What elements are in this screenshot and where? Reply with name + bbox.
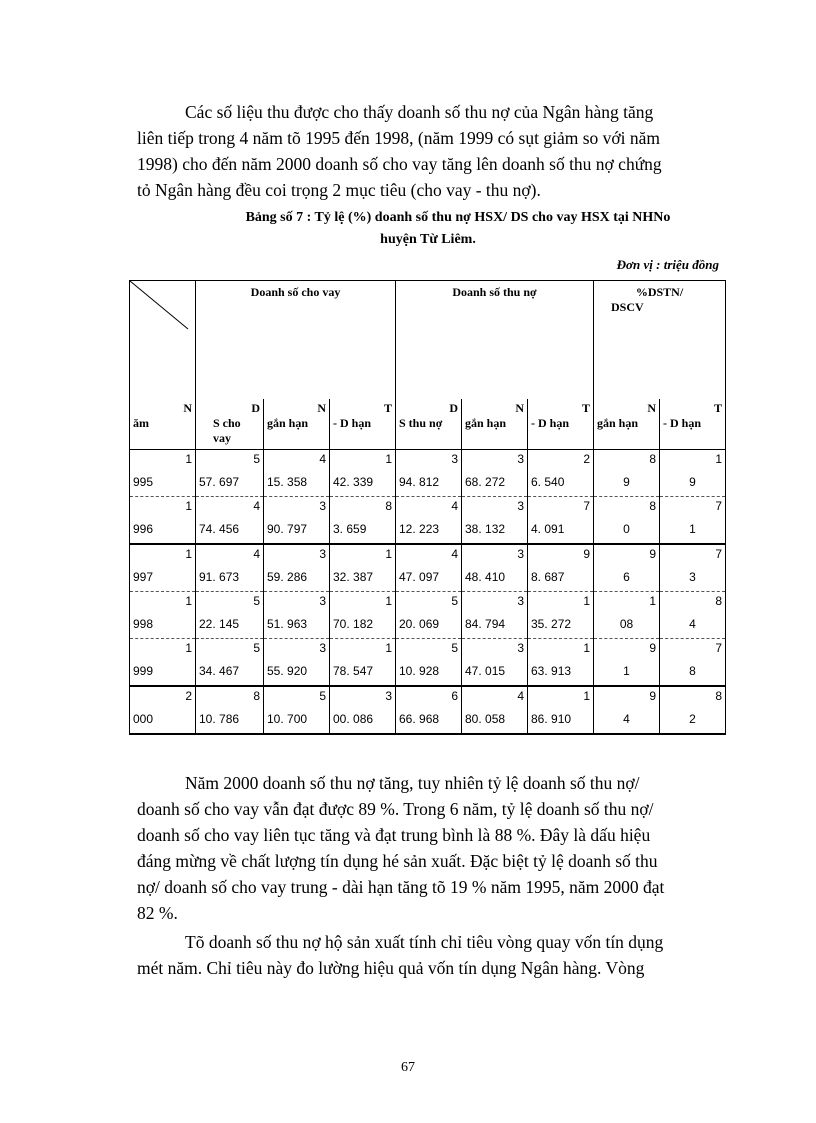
value-cell: 7 8 (660, 639, 726, 687)
table-row (130, 544, 726, 592)
value-cell: 9 1 (594, 639, 660, 687)
value-cell: 4 74. 456 (196, 497, 264, 545)
value-cell: 5 10. 928 (396, 639, 462, 687)
value-cell: 3 94. 812 (396, 450, 462, 497)
year-cell: 1 999 (130, 639, 196, 687)
value-cell: 3 38. 132 (462, 497, 528, 545)
value-cell: 1 78. 547 (330, 639, 396, 687)
value-cell: 1 32. 387 (330, 544, 396, 592)
page-number: 67 (401, 1060, 415, 1075)
text-line: Năm 2000 doanh số thu nợ tăng, tuy nhiên tỷ lệ doanh số thu nợ/ (185, 773, 640, 793)
text-line: doanh số cho vay liên tục tăng và đạt trung bình là 88 %. Đây là dấu hiệu (137, 825, 651, 845)
sub-header: D S cho vay (196, 399, 264, 450)
value-cell: 9 4 (594, 686, 660, 734)
value-cell: 7 1 (660, 497, 726, 545)
value-cell: 8 2 (660, 686, 726, 734)
value-cell: 2 6. 540 (528, 450, 594, 497)
year-cell: 1 998 (130, 592, 196, 639)
sub-header: T - D hạn (330, 399, 396, 450)
text-line: tỏ Ngân hàng đều coi trọng 2 mục tiêu (cho vay - thu nợ). (137, 180, 541, 200)
sub-header: N gắn hạn (462, 399, 528, 450)
text-line: đáng mừng về chất lượng tín dụng hé sản xuất. Đặc biệt tỷ lệ doanh số thu (137, 851, 658, 871)
year-cell: 1 995 (130, 450, 196, 497)
sub-header: D S thu nợ (396, 399, 462, 450)
value-cell: 3 51. 963 (264, 592, 330, 639)
table-row (130, 592, 726, 639)
intro-paragraph (137, 99, 719, 203)
value-cell: 7 4. 091 (528, 497, 594, 545)
value-cell: 1 86. 910 (528, 686, 594, 734)
table-row (130, 497, 726, 545)
value-cell: 9 8. 687 (528, 544, 594, 592)
value-cell: 8 4 (660, 592, 726, 639)
value-cell: 5 34. 467 (196, 639, 264, 687)
text-line: doanh số cho vay vẫn đạt được 89 %. Trong 6 năm, tỷ lệ doanh số thu nợ/ (137, 799, 654, 819)
corner-cell (130, 281, 196, 400)
value-cell: 4 91. 673 (196, 544, 264, 592)
closing-paragraph (137, 929, 719, 981)
value-cell: 1 42. 339 (330, 450, 396, 497)
sub-header: N gắn hạn (264, 399, 330, 450)
sub-header: N gắn hạn (594, 399, 660, 450)
diagonal-line (130, 281, 190, 397)
value-cell: 1 35. 272 (528, 592, 594, 639)
value-cell: 5 10. 700 (264, 686, 330, 734)
sub-header: T - D hạn (528, 399, 594, 450)
table-caption (137, 207, 719, 251)
header-row-sub (130, 399, 726, 450)
table-row (130, 639, 726, 687)
value-cell: 1 9 (660, 450, 726, 497)
value-cell: 1 70. 182 (330, 592, 396, 639)
value-cell: 3 90. 797 (264, 497, 330, 545)
text-line: mét năm. Chỉ tiêu này đo lường hiệu quả vốn tín dụng Ngân hàng. Vòng (137, 958, 645, 978)
value-cell: 7 3 (660, 544, 726, 592)
text-line: 1998) cho đến năm 2000 doanh số cho vay tăng lên doanh số thu nợ chứng (137, 154, 662, 174)
year-cell: 2 000 (130, 686, 196, 734)
value-cell: 3 68. 272 (462, 450, 528, 497)
sub-header: T - D hạn (660, 399, 726, 450)
table-row (130, 686, 726, 734)
value-cell: 3 00. 086 (330, 686, 396, 734)
value-cell: 8 10. 786 (196, 686, 264, 734)
value-cell: 3 84. 794 (462, 592, 528, 639)
value-cell: 3 48. 410 (462, 544, 528, 592)
year-cell: 1 996 (130, 497, 196, 545)
group-percent: %DSTN/ DSCV (594, 281, 726, 400)
value-cell: 3 55. 920 (264, 639, 330, 687)
value-cell: 3 47. 015 (462, 639, 528, 687)
value-cell: 5 57. 697 (196, 450, 264, 497)
value-cell: 5 22. 145 (196, 592, 264, 639)
caption-line: Bảng số 7 : Tỷ lệ (%) doanh số thu nợ HSX/ DS cho vay HSX tại NHNo (245, 210, 671, 225)
value-cell: 3 59. 286 (264, 544, 330, 592)
text-line: Các số liệu thu được cho thấy doanh số thu nợ của Ngân hàng tăng (185, 102, 654, 122)
analysis-paragraph (137, 770, 719, 926)
value-cell: 4 47. 097 (396, 544, 462, 592)
value-cell: 8 3. 659 (330, 497, 396, 545)
value-cell: 8 0 (594, 497, 660, 545)
value-cell: 4 80. 058 (462, 686, 528, 734)
value-cell: 8 9 (594, 450, 660, 497)
value-cell: 9 6 (594, 544, 660, 592)
header-row-groups (130, 281, 726, 400)
table-row (130, 450, 726, 497)
group-loans: Doanh số cho vay (196, 281, 396, 400)
text-line: nợ/ doanh số cho vay trung - dài hạn tăng tõ 19 % năm 1995, năm 2000 đạt (137, 877, 665, 897)
text-line: 82 %. (137, 903, 178, 923)
caption-line: huyện Từ Liêm. (380, 232, 476, 247)
year-cell: 1 997 (130, 544, 196, 592)
group-repayments: Doanh số thu nợ (396, 281, 594, 400)
value-cell: 4 15. 358 (264, 450, 330, 497)
table-body (130, 450, 726, 735)
unit-label: Đơn vị : triệu đồng (616, 257, 719, 272)
value-cell: 1 63. 913 (528, 639, 594, 687)
text-line: Tõ doanh số thu nợ hộ sản xuất tính chỉ tiêu vòng quay vốn tín dụng (185, 932, 664, 952)
data-table (129, 280, 726, 735)
value-cell: 6 66. 968 (396, 686, 462, 734)
value-cell: 4 12. 223 (396, 497, 462, 545)
value-cell: 1 08 (594, 592, 660, 639)
text-line: liên tiếp trong 4 năm tõ 1995 đến 1998, (năm 1999 có sụt giảm so với năm (137, 128, 661, 148)
year-header: N ăm (130, 399, 196, 450)
value-cell: 5 20. 069 (396, 592, 462, 639)
